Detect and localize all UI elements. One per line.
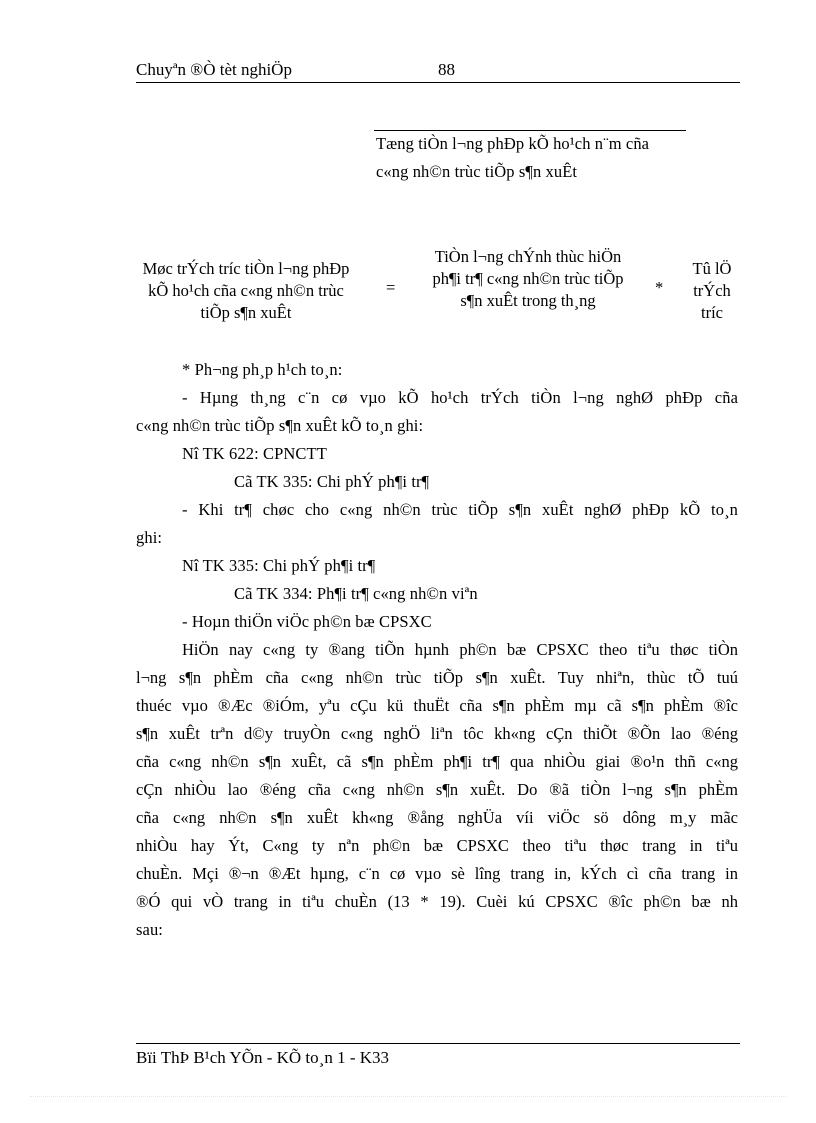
paragraph-line: - Hµng th¸ng c¨n cø vµo kÕ ho¹ch trÝch tiÒn l¬ng nghØ phÐp cña <box>182 388 738 407</box>
header-rule <box>136 82 740 83</box>
formula-equals: = <box>386 278 396 297</box>
formula-left: Møc trÝch tríc tiÒn l¬ng phÐp kÕ ho¹ch cña c«ng nh©n trùc tiÕp s¶n xuÊt <box>142 259 350 322</box>
method-heading: * Ph¬ng ph¸p h¹ch to¸n: <box>182 360 343 379</box>
paragraph-line: cña c«ng nh©n s¶n xuÊt kh«ng ®ång nghÜa víi viÖc sö dông m¸y mãc <box>136 808 738 827</box>
footer-rule <box>136 1043 740 1044</box>
entry-credit: Cã TK 335: Chi phÝ ph¶i tr¶ <box>234 472 430 491</box>
entry-debit: Nî TK 335: Chi phÝ ph¶i tr¶ <box>182 556 376 575</box>
fraction-top-rule <box>374 130 686 131</box>
paragraph-line: ®Ó qui vÒ trang in tiªu chuÈn (13 * 19). Cuèi kú CPSXC ®îc ph©n bæ nh <box>136 892 738 911</box>
paragraph-line: cña c«ng nh©n s¶n xuÊt, cã s¶n phÈm ph¶i tr¶ qua nhiÒu giai ®o¹n thñ c«ng <box>136 752 738 771</box>
entry-debit: Nî TK 622: CPNCTT <box>182 444 327 463</box>
paragraph-line: c«ng nh©n trùc tiÕp s¶n xuÊt kÕ to¸n ghi: <box>136 416 424 435</box>
paragraph-line: chuÈn. Mçi ®¬n ®Æt hµng, c¨n cø vµo sè lîng trang in, kÝch cì cña trang in <box>136 864 738 883</box>
formula-right: Tû lÖ trÝch tríc <box>692 259 732 322</box>
header-title: Chuyªn ®Ò tèt nghiÖp <box>136 60 292 79</box>
formula-times: * <box>655 278 664 297</box>
footer-author: Bïi ThÞ B¹ch YÕn - KÕ to¸n 1 - K33 <box>136 1048 390 1067</box>
paragraph-line: ghi: <box>136 528 163 547</box>
page-bottom-divider <box>30 1096 786 1097</box>
paragraph-line: nhiÒu hay Ýt, C«ng ty nªn ph©n bæ CPSXC theo tiªu thøc trang in tiªu <box>136 836 738 855</box>
section-heading: - Hoµn thiÖn viÖc ph©n bæ CPSXC <box>182 612 432 631</box>
paragraph-line: cÇn nhiÒu lao ®éng cña c«ng nh©n s¶n xuÊt. Do ®ã tiÒn l¬ng s¶n phÈm <box>136 780 738 799</box>
paragraph-line: HiÖn nay c«ng ty ®ang tiÕn hµnh ph©n bæ CPSXC theo tiªu thøc tiÒn <box>182 640 738 659</box>
page-number: 88 <box>438 60 455 79</box>
paragraph-line: - Khi tr¶ chøc cho c«ng nh©n trùc tiÕp s¶n xuÊt nghØ phÐp kÕ to¸n <box>182 500 738 519</box>
entry-credit: Cã TK 334: Ph¶i tr¶ c«ng nh©n viªn <box>234 584 478 603</box>
paragraph-line: sau: <box>136 920 163 939</box>
fraction-top-line1: Tæng tiÒn l¬ng phÐp kÕ ho¹ch n¨m cña <box>376 134 650 153</box>
formula-middle: TiÒn l¬ng chÝnh thùc hiÖn ph¶i tr¶ c«ng nh©n trùc tiÕp s¶n xuÊt trong th¸ng <box>432 247 624 310</box>
paragraph-line: l¬ng s¶n phÈm cña c«ng nh©n trùc tiÕp s¶n xuÊt. Tuy nhiªn, thùc tÕ tuú <box>136 668 738 687</box>
fraction-top-line2: c«ng nh©n trùc tiÕp s¶n xuÊt <box>376 162 578 181</box>
paragraph-line: s¶n xuÊt trªn d©y truyÒn c«ng nghÖ liªn tôc kh«ng cÇn thiÕt ®Õn lao ®éng <box>136 724 738 743</box>
paragraph-line: thuéc vµo ®Æc ®iÓm, yªu cÇu kü thuËt cña s¶n phÈm mµ cã s¶n phÈm ®îc <box>136 696 738 715</box>
